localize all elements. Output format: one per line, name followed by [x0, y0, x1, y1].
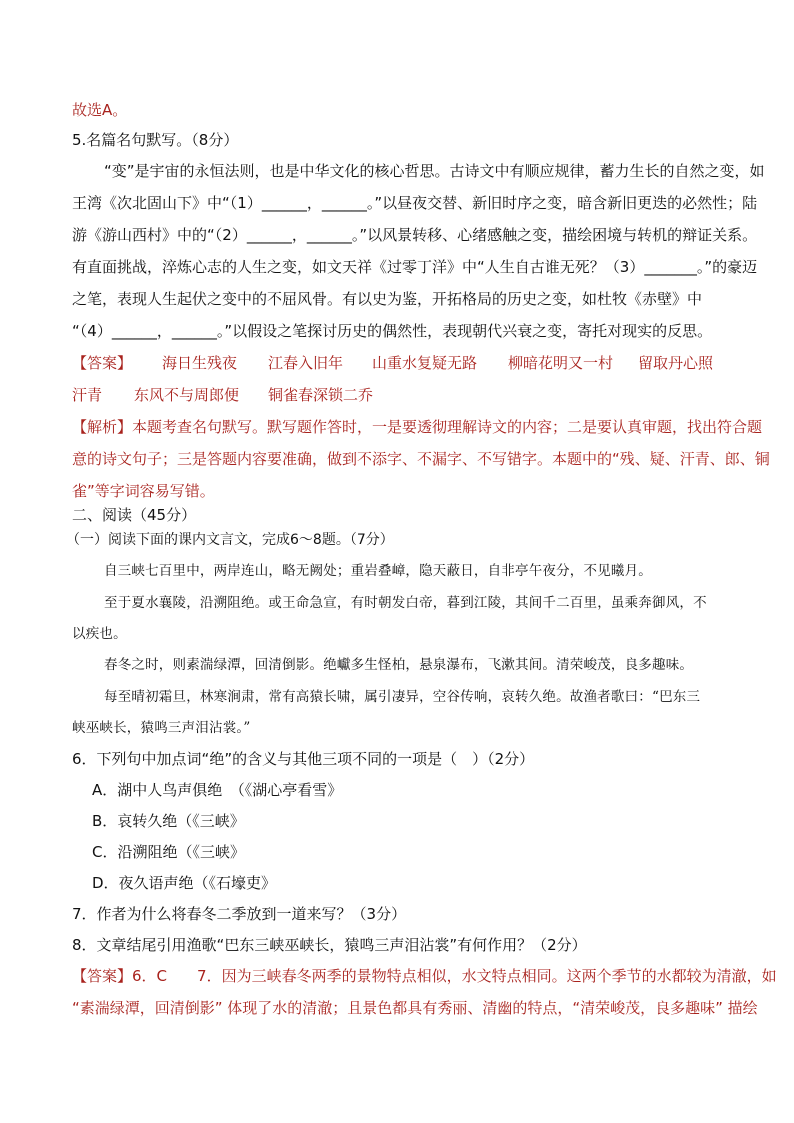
- classical-text-line: 峡巫峡长，猿鸣三声泪沾裳。”: [72, 720, 251, 736]
- answer-conclusion: 故选A。: [72, 101, 128, 119]
- analysis-line: 【解析】本题考查名句默写。默写题作答时，一是要透彻理解诗文的内容；二是要认真审题，找出符合题: [72, 418, 763, 436]
- final-answer-line: 【答案】6．C 7．因为三峡春冬两季的景物特点相似，水文特点相同。这两个季节的水都较为清澈，如: [72, 967, 777, 985]
- answer-item: 海日生残夜: [162, 354, 238, 372]
- answer-tag: 【答案】: [72, 967, 133, 985]
- q5-paragraph-line: 之笔，表现人生起伏之变中的不屈风骨。有以史为鉴，开拓格局的历史之变，如杜牧《赤壁》中: [72, 290, 703, 308]
- answer-row: [72, 385, 374, 405]
- section-heading: 二、阅读（45分）: [72, 506, 197, 524]
- question-7: 7．作者为什么将春冬二季放到一道来写？（3分）: [72, 905, 407, 923]
- answer-item: 留取丹心照: [638, 354, 714, 372]
- question-5-title: 5.名篇名句默写。（8分）: [72, 131, 239, 149]
- answer-row: [72, 353, 714, 373]
- analysis-line: 意的诗文句子；三是答题内容要准确，做到不添字、不漏字、不写错字。本题中的“残、疑、汗青、郎、铜: [72, 450, 770, 468]
- answer-tag: 【答案】: [72, 354, 133, 372]
- q5-paragraph-line: “（4）______，______。”以假设之笔探讨历史的偶然性，表现朝代兴衰之变，寄托对现实的反思。: [72, 322, 713, 340]
- classical-text-line: 至于夏水襄陵，沿溯阻绝。或王命急宣，有时朝发白帝，暮到江陵，其间千二百里，虽乘奔御风，不: [104, 595, 707, 611]
- q5-paragraph-line: “变”是宇宙的永恒法则，也是中华文化的核心哲思。古诗文中有顺应规律，蓄力生长的自然之变，如: [104, 162, 765, 180]
- option-a: A．湖中人鸟声俱绝 （《湖心亭看雪》: [92, 781, 343, 799]
- q5-paragraph-line: 有直面挑战，淬炼心志的人生之变，如文天祥《过零丁洋》中“人生自古谁无死？（3）_______。”的豪迈: [72, 258, 758, 276]
- answer-item: 柳暗花明又一村: [508, 354, 614, 372]
- classical-text-line: 每至晴初霜旦，林寒涧肃，常有高猿长啸，属引凄异，空谷传响，哀转久绝。故渔者歌曰：“巴东三: [104, 689, 701, 705]
- option-b: B．哀转久绝（《三峡》: [92, 812, 245, 830]
- q5-paragraph-line: 游《游山西村》中的“（2）______，______。”以风景转移、心绪感触之变，描绘困境与转机的辩证关系。: [72, 226, 758, 244]
- analysis-tag: 【解析】: [72, 418, 133, 436]
- option-c: C．沿溯阻绝（《三峡》: [92, 843, 245, 861]
- answer-item: 东风不与周郎便: [134, 386, 240, 404]
- answer-item: 山重水复疑无路: [372, 354, 478, 372]
- answer-item: 汗青: [72, 386, 103, 404]
- q5-paragraph-line: 王湾《次北固山下》中“（1）______，______。”以昼夜交替、新旧时序之变，暗含新旧更迭的必然性；陆: [72, 194, 758, 212]
- answer-item: 铜雀春深锁二乔: [268, 386, 374, 404]
- classical-text-line: 自三峡七百里中，两岸连山，略无阙处；重岩叠嶂，隐天蔽日，自非亭午夜分，不见曦月。: [104, 563, 652, 579]
- subsection-heading: （一）阅读下面的课内文言文，完成6～8题。（7分）: [66, 532, 394, 548]
- question-6: 6．下列句中加点词“绝”的含义与其他三项不同的一项是（ ）（2分）: [72, 750, 535, 768]
- classical-text-line: 以疾也。: [72, 626, 127, 642]
- analysis-line: 雀”等字词容易写错。: [72, 482, 215, 500]
- question-8: 8．文章结尾引用渔歌“巴东三峡巫峡长，猿鸣三声泪沾裳”有何作用？（2分）: [72, 936, 587, 954]
- final-answer-line: “素湍绿潭，回清倒影” 体现了水的清澈；且景色都具有秀丽、清幽的特点，“清荣峻茂，良多趣味” 描绘: [72, 999, 758, 1017]
- classical-text-line: 春冬之时，则素湍绿潭，回清倒影。绝巘多生怪柏，悬泉瀑布，飞漱其间。清荣峻茂，良多趣味。: [104, 657, 694, 673]
- option-d: D．夜久语声绝（《石壕吏》: [92, 874, 277, 892]
- answer-item: 江春入旧年: [268, 354, 344, 372]
